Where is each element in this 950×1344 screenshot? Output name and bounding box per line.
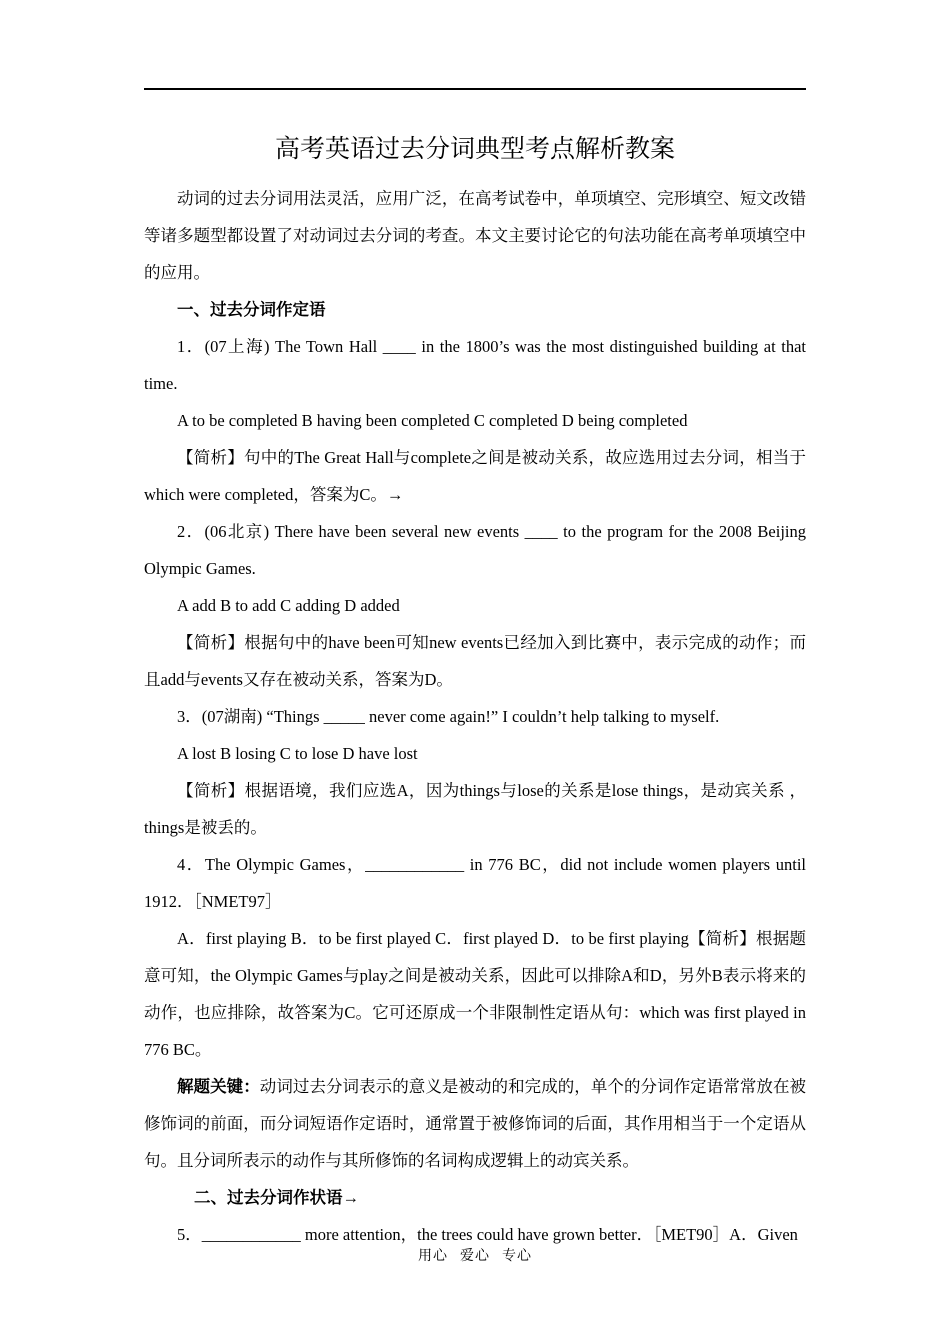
question-3: 3．(07湖南) “Things _____ never come again!” I couldn’t help talking to myself. [177, 707, 720, 726]
page-footer [0, 1246, 950, 1268]
page-title: 高考英语过去分词典型考点解析教案 [274, 136, 675, 163]
document-body [144, 180, 806, 1253]
question-2-analysis: 【简析】根据句中的have been可知new events已经加入到比赛中，表示完成的动作；而且add与events又存在被动关系，答案为D。 [144, 633, 806, 689]
question-4-options-analysis: A．first playing B．to be first played C．first played D．to be first playing【简析】根据题意可知，the Olympic Games与play之间是被动关系，因此可以排除A和D，另外B表示将来的动作，也应排除，故答案为C。它可还原成一个非限制性定语从句：which was first played in 776 BC。 [144, 929, 806, 1059]
question-5: 5．____________ more attention，the trees could have grown better．［MET90］A．Given [177, 1225, 798, 1244]
key-point-text: 动词过去分词表示的意义是被动的和完成的，单个的分词作定语常常放在被修饰词的前面，而分词短语作定语时，通常置于被修饰词的后面，其作用相当于一个定语从句。且分词所表示的动作与其所修饰的名词构成逻辑上的动宾关系。 [144, 1077, 807, 1170]
question-3-options: A lost B losing C to lose D have lost [177, 744, 418, 763]
intro-paragraph: 动词的过去分词用法灵活，应用广泛，在高考试卷中，单项填空、完形填空、短文改错等诸多题型都设置了对动词过去分词的考查。本文主要讨论它的句法功能在高考单项填空中的应用。 [144, 189, 806, 282]
section-heading-1: 一、过去分词作定语 [177, 300, 326, 319]
key-point-label: 解题关键： [177, 1077, 260, 1096]
question-3-analysis: 【简析】根据语境，我们应选A，因为things与lose的关系是lose things，是动宾关系 ，things是被丢的。 [144, 781, 806, 837]
question-2: 2．(06北京) There have been several new events ____ to the program for the 2008 Beijing Olympic Games. [144, 522, 806, 578]
footer-text-1: 用心 [418, 1249, 448, 1264]
footer-text-3: 专心 [502, 1249, 532, 1264]
question-4: 4．The Olympic Games，____________ in 776 BC，did not include women players until 1912．［NMET97］ [144, 855, 806, 911]
footer-text-2: 爱心 [460, 1249, 490, 1264]
question-1-options: A to be completed B having been completed C completed D being completed [177, 411, 688, 430]
header-rule [144, 88, 806, 90]
question-1-analysis: 【简析】句中的The Great Hall与complete之间是被动关系，故应选用过去分词，相当于which were completed，答案为C。→ [144, 448, 806, 504]
question-2-options: A add B to add C adding D added [177, 596, 400, 615]
question-1: 1．(07上海) The Town Hall ____ in the 1800’s was the most distinguished building at that time. [144, 337, 806, 393]
section-heading-2: 二、过去分词作状语→ [194, 1188, 359, 1207]
key-point-paragraph [144, 1068, 806, 1179]
